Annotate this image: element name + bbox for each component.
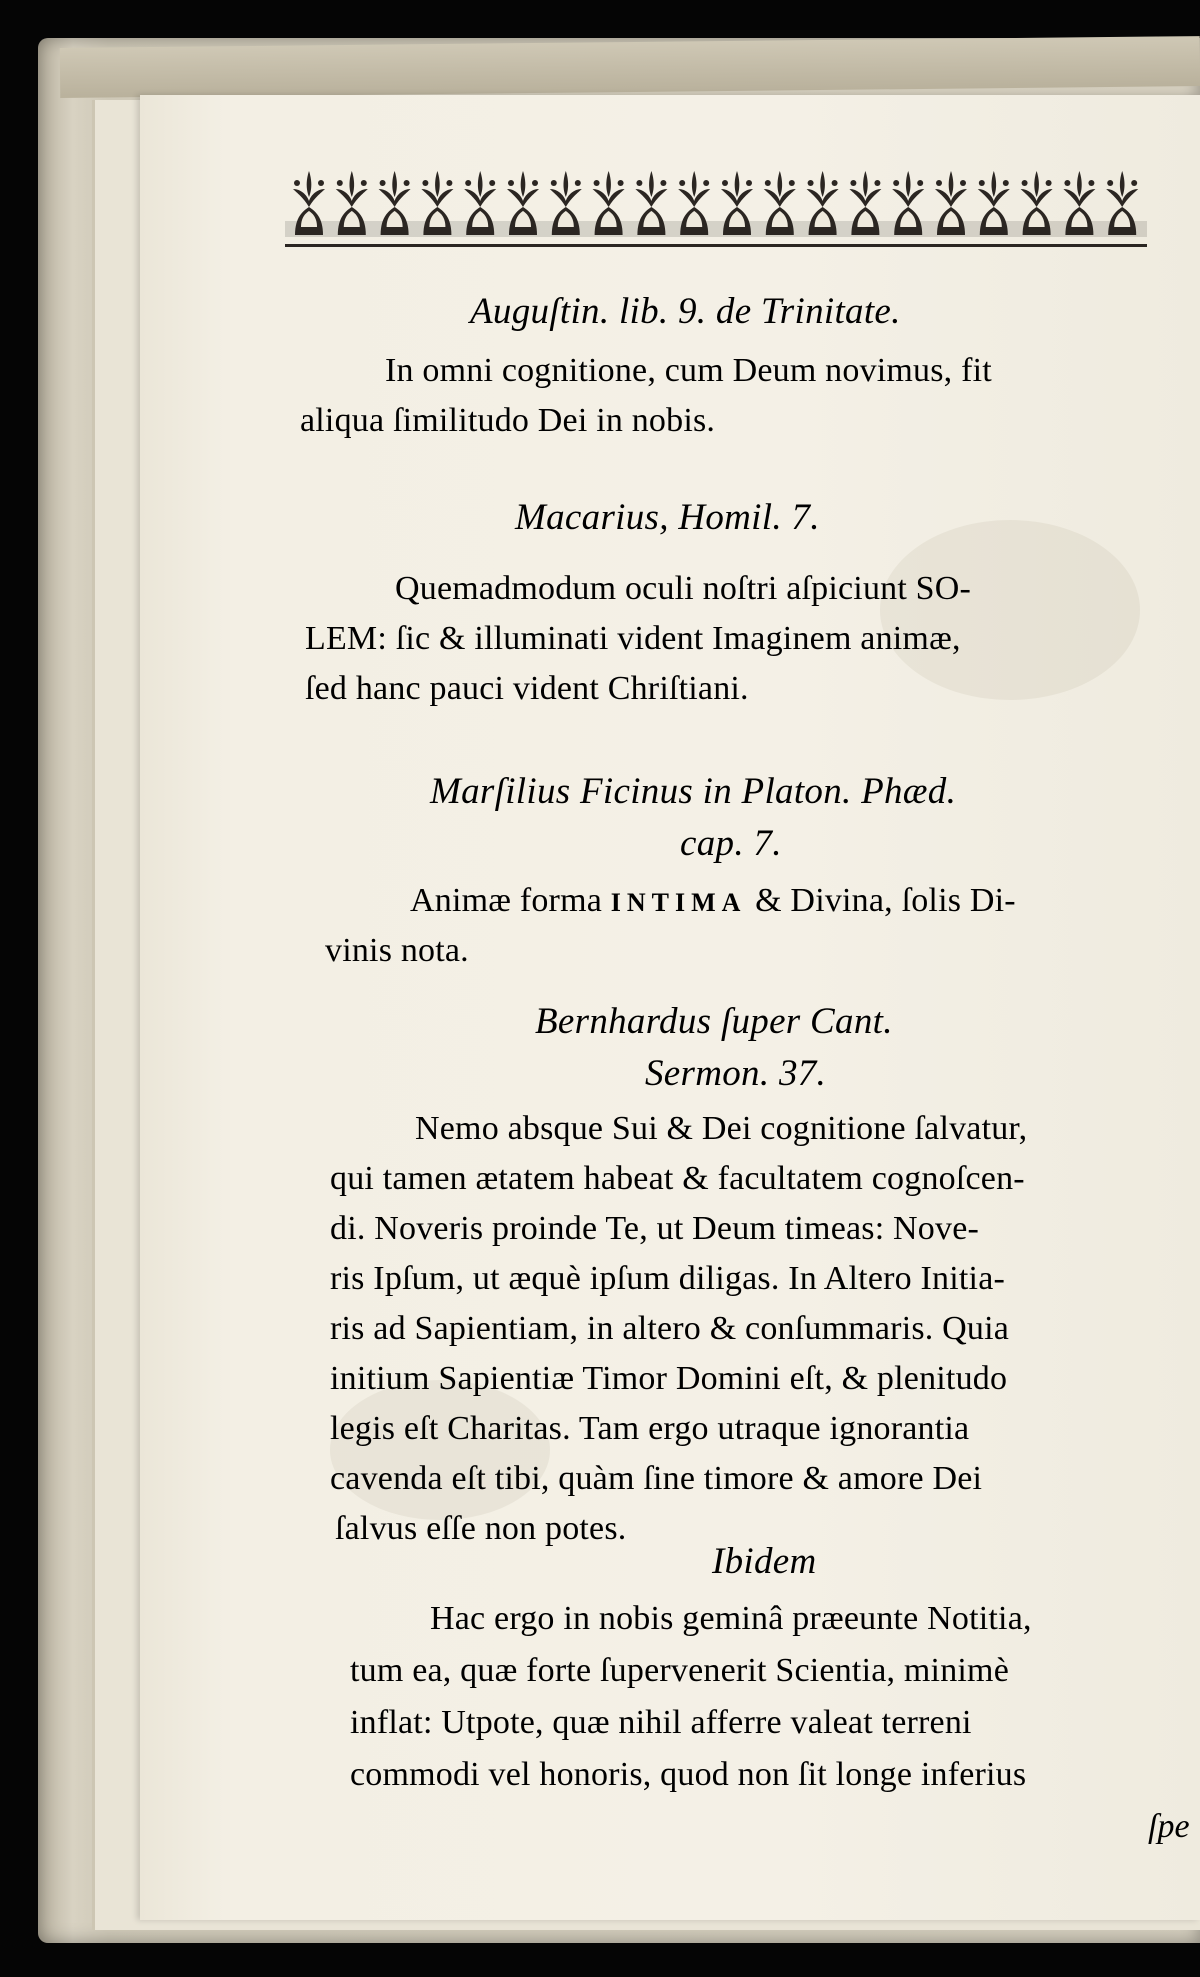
section-heading: Ibidem <box>712 1541 817 1582</box>
ornament-motif <box>293 171 325 235</box>
ornament-motif <box>935 171 967 235</box>
section-heading: Macarius, Homil. 7. <box>515 497 820 538</box>
small-caps-word: INTIMA <box>610 888 747 917</box>
ornament-motif <box>379 171 411 235</box>
text-line: Nemo absque Sui & Dei cognitione ſalvatur, <box>415 1110 1028 1147</box>
text-line: Quemadmodum oculi noſtri aſpiciunt SO- <box>395 570 972 607</box>
text-line: inflat: Utpote, quæ nihil afferre valeat terreni <box>350 1704 972 1741</box>
ornamental-headpiece <box>285 165 1147 241</box>
ornament-motif <box>764 171 796 235</box>
text-line: Hac ergo in nobis geminâ præeunte Notitia, <box>430 1600 1032 1637</box>
ornament-motif <box>1021 171 1053 235</box>
section-heading: cap. 7. <box>680 823 782 864</box>
text-line: legis eſt Charitas. Tam ergo utraque ignorantia <box>330 1410 970 1447</box>
ornament-motif <box>507 171 539 235</box>
text-fragment: Animæ forma <box>410 882 611 919</box>
ornament-motif <box>593 171 625 235</box>
section-heading: Sermon. 37. <box>645 1053 827 1094</box>
ornament-motif <box>550 171 582 235</box>
ornament-motif <box>1106 171 1138 235</box>
catchword: ſpe <box>1148 1808 1190 1845</box>
ornament-motif <box>421 171 453 235</box>
ornament-motif <box>678 171 710 235</box>
ornament-motif <box>721 171 753 235</box>
ornament-motif <box>1063 171 1095 235</box>
text-line: commodi vel honoris, quod non ſit longe inferius <box>350 1756 1027 1793</box>
text-line: In omni cognitione, cum Deum novimus, fit <box>385 352 992 389</box>
headpiece-rule <box>285 244 1147 247</box>
ornament-motif <box>336 171 368 235</box>
text-fragment: & Divina, ſolis Di- <box>746 882 1016 919</box>
text-line: ris Ipſum, ut æquè ipſum diligas. In Altero Initia- <box>330 1260 1006 1297</box>
text-line: di. Noveris proinde Te, ut Deum timeas: Nove- <box>330 1210 980 1247</box>
text-line: ſed hanc pauci vident Chriſtiani. <box>305 670 749 707</box>
text-line: ris ad Sapientiam, in altero & conſummaris. Quia <box>330 1310 1010 1347</box>
text-line: ſalvus eſſe non potes. <box>335 1510 627 1547</box>
ornament-motif <box>464 171 496 235</box>
text-line <box>410 882 1016 920</box>
ornament-motif <box>807 171 839 235</box>
text-line: cavenda eſt tibi, quàm ſine timore & amore Dei <box>330 1460 983 1497</box>
ornament-motif <box>849 171 881 235</box>
section-heading: Marſilius Ficinus in Platon. Phæd. <box>430 771 957 812</box>
section-heading: Bernhardus ſuper Cant. <box>535 1001 893 1042</box>
text-line: LEM: ſic & illuminati vident Imaginem animæ, <box>305 620 961 657</box>
ornament-motif <box>892 171 924 235</box>
section-heading: Auguſtin. lib. 9. de Trinitate. <box>470 291 901 332</box>
text-line: qui tamen ætatem habeat & facultatem cognoſcen- <box>330 1160 1025 1197</box>
text-line: aliqua ſimilitudo Dei in nobis. <box>300 402 716 439</box>
text-line: vinis nota. <box>325 932 469 969</box>
page-stain <box>330 1380 550 1520</box>
page-stain <box>880 520 1140 700</box>
text-line: tum ea, quæ forte ſupervenerit Scientia, minimè <box>350 1652 1009 1689</box>
ornament-motif <box>978 171 1010 235</box>
ornament-motif <box>635 171 667 235</box>
text-line: initium Sapientiæ Timor Domini eſt, & plenitudo <box>330 1360 1008 1397</box>
